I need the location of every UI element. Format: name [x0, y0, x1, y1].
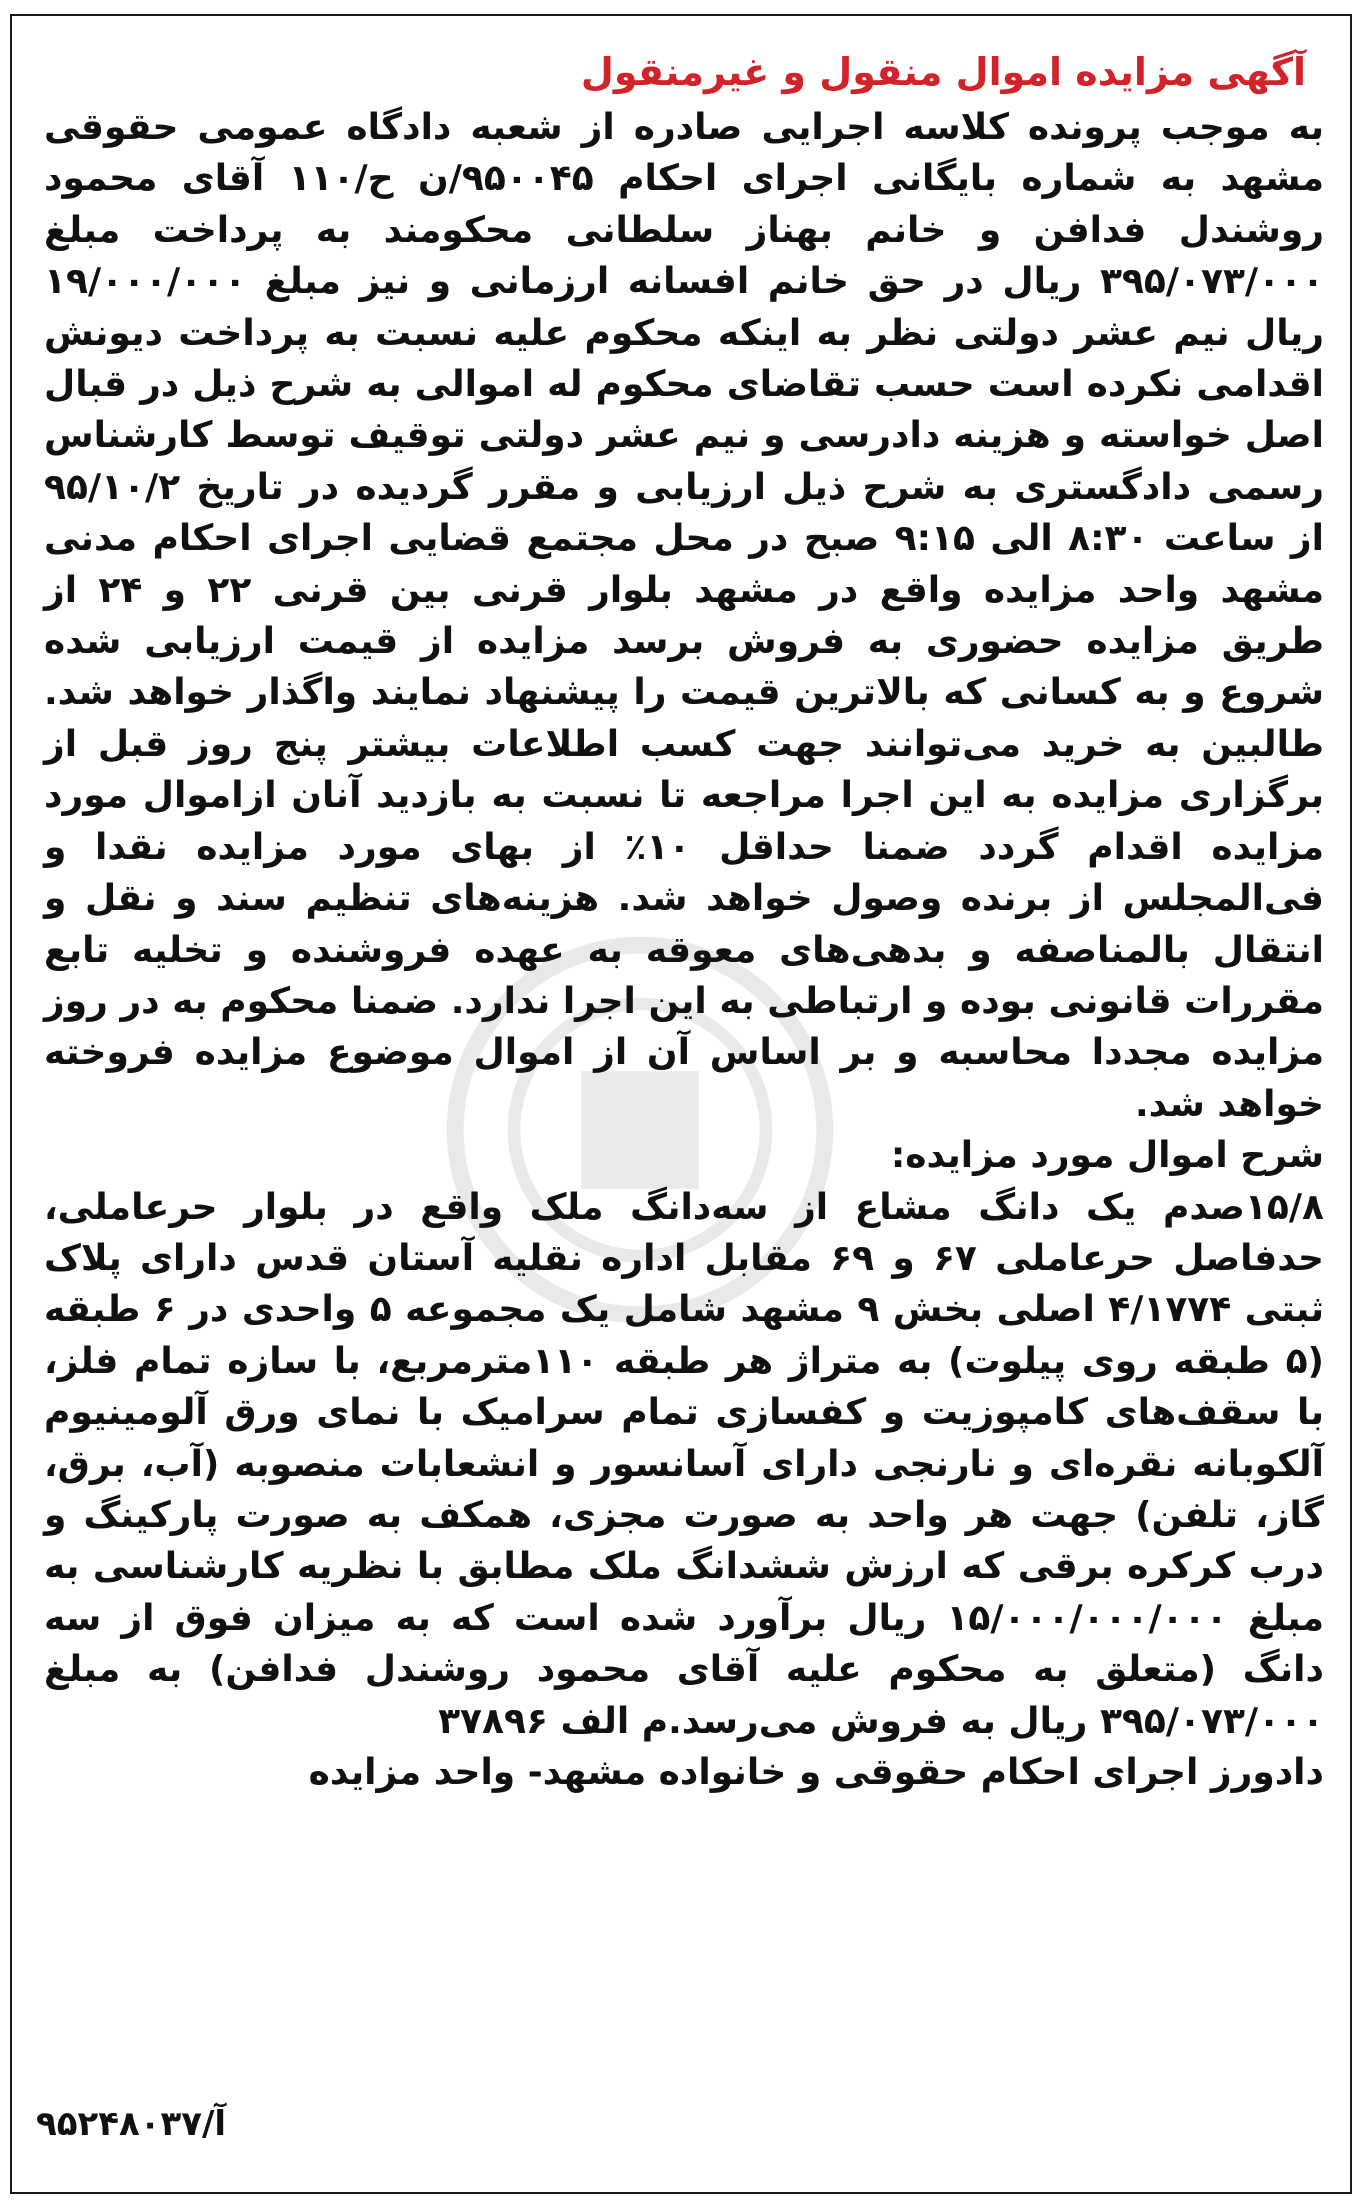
- property-description: ۱۵/۸صدم یک دانگ مشاع از سه‌دانگ ملک واقع در بلوار حرعاملی، حدفاصل حرعاملی ۶۷ و ۶۹ مقابل اداره نقلیه آستان قدس دارای پلاک ثبتی ۴/۱۷۷۴ اصلی بخش ۹ مشهد شامل یک مجموعه ۵ واحدی در ۶ طبقه (۵ طبقه روی پیلوت) به متراژ هر طبقه ۱۱۰مترمربع، با سازه تمام فلز، با سقف‌های کامپوزیت و کفسازی تمام سرامیک با نمای ورق آلومینیوم آلکوبانه نقره‌ای و نارنجی دارای آسانسور و انشعابات منصوبه (آب، برق، گاز، تلفن) جهت هر واحد به صورت مجزی، همکف به صورت پارکینگ و درب کرکره برقی که ارزش ششدانگ ملک مطابق با نظریه کارشناسی به مبلغ ۱۵/۰۰۰/۰۰۰/۰۰۰ ریال برآورد شده است که به میزان فوق از سه دانگ (متعلق به محکوم علیه آقای محمود روشندل فدافن) به مبلغ ۳۹۵/۰۷۳/۰۰۰ ریال به فروش می‌رسد.م الف ۳۷۸۹۶: [44, 1186, 1324, 1742]
- signature-line: دادورز اجرای احکام حقوقی و خانواده مشهد- واحد مزایده: [308, 1752, 1324, 1793]
- notice-title: آگهی مزایده اموال منقول و غیرمنقول: [580, 50, 1306, 94]
- auction-notice: [44, 46, 1324, 1798]
- notice-code: آ/۹۵۲۴۸۰۳۷: [36, 2104, 227, 2144]
- notice-body: به موجب پرونده کلاسه اجرایی صادره از شعبه دادگاه عمومی حقوقی مشهد به شماره بایگانی اجرای احکام ۹۵۰۰۴۵/ن ح/۱۱۰ آقای محمود روشندل فدافن و خانم بهناز سلطانی محکومند به پرداخت مبلغ ۳۹۵/۰۷۳/۰۰۰ ریال در حق خانم افسانه ارزمانی و نیز مبلغ ۱۹/۰۰۰/۰۰۰ ریال نیم عشر دولتی نظر به اینکه محکوم علیه نسبت به پرداخت دیونش اقدامی نکرده است حسب تقاضای محکوم له اموالی به شرح ذیل در قبال اصل خواسته و هزینه دادرسی و نیم عشر دولتی توقیف توسط کارشناس رسمی دادگستری به شرح ذیل ارزیابی و مقرر گردیده در تاریخ ۹۵/۱۰/۲ از ساعت ۸:۳۰ الی ۹:۱۵ صبح در محل مجتمع قضایی اجرای احکام مدنی مشهد واحد مزایده واقع در مشهد بلوار قرنی بین قرنی ۲۲ و ۲۴ از طریق مزایده حضوری به فروش برسد مزایده از قیمت ارزیابی شده شروع و به کسانی که بالاترین قیمت را پیشنهاد نمایند واگذار خواهد شد. طالبین به خرید می‌توانند جهت کسب اطلاعات بیشتر پنج روز قبل از برگزاری مزایده به این اجرا مراجعه تا نسبت به بازدید آنان ازاموال مورد مزایده اقدام گردد ضمنا حداقل ۱۰٪ از بهای مورد مزایده نقدا و فی‌المجلس از برنده وصول خواهد شد. هزینه‌های تنظیم سند و نقل و انتقال بالمناصفه و بدهی‌های معوقه به عهده فروشنده و تخلیه تابع مقررات قانونی بوده و ارتباطی به این اجرا ندارد. ضمنا محکوم به در روز مزایده مجددا محاسبه و بر اساس آن از اموال موضوع مزایده فروخته خواهد شد.: [44, 107, 1324, 1125]
- property-heading: شرح اموال مورد مزایده:: [890, 1135, 1324, 1177]
